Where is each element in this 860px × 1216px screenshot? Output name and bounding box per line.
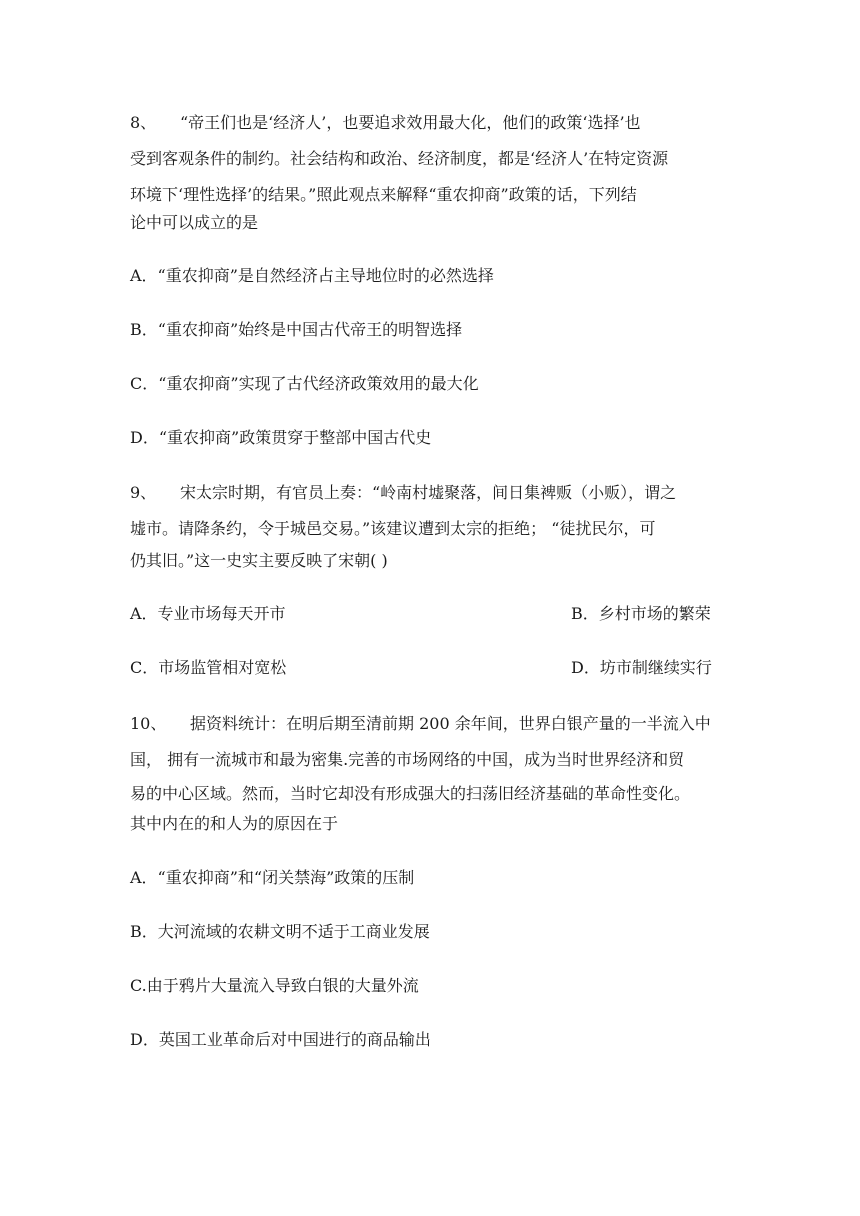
question-9-option-d[interactable]: D．坊市制继续实行 xyxy=(571,658,712,677)
question-10-option-a[interactable]: A．“重农抑商”和“闭关禁海”政策的压制 xyxy=(130,868,415,887)
question-10-stem-line-3: 易的中心区域。然而，当时它却没有形成强大的扫荡旧经济基础的革命性变化。 xyxy=(130,784,691,803)
question-9-option-c[interactable]: C．市场监管相对宽松 xyxy=(130,658,287,677)
question-8-stem-line-4: 论中可以成立的是 xyxy=(130,213,259,232)
question-8-stem-line-1 xyxy=(130,112,740,134)
question-10-stem-line-1 xyxy=(130,713,740,735)
question-10-option-b[interactable]: B．大河流域的农耕文明不适于工商业发展 xyxy=(130,922,430,941)
question-9-stem-line-2: 墟市。请降条约，令于城邑交易。”该建议遭到太宗的拒绝； “徒扰民尔，可 xyxy=(130,519,656,538)
question-8-option-c[interactable]: C．“重农抑商”实现了古代经济政策效用的最大化 xyxy=(130,374,479,393)
question-9-stem-text-1: 宋太宗时期，有官员上奏：“岭南村墟聚落，间日集裨贩（小贩），谓之 xyxy=(180,483,677,502)
question-10-option-d[interactable]: D．英国工业革命后对中国进行的商品输出 xyxy=(130,1030,431,1049)
question-8-option-b[interactable]: B．“重农抑商”始终是中国古代帝王的明智选择 xyxy=(130,320,463,339)
question-8-option-d[interactable]: D．“重农抑商”政策贯穿于整部中国古代史 xyxy=(130,428,432,447)
question-8-stem-line-3: 环境下‘理性选择’的结果。”照此观点来解释“重农抑商”政策的话，下列结 xyxy=(130,185,637,204)
question-8-option-a[interactable]: A．“重农抑商”是自然经济占主导地位时的必然选择 xyxy=(130,266,494,285)
question-8-stem-line-2: 受到客观条件的制约。社会结构和政治、经济制度，都是‘经济人’在特定资源 xyxy=(130,149,669,168)
question-9-option-a[interactable]: A．专业市场每天开市 xyxy=(130,604,286,623)
question-10-option-c[interactable]: C.由于鸦片大量流入导致白银的大量外流 xyxy=(130,976,419,995)
question-10-stem-line-2: 国， 拥有一流城市和最为密集.完善的市场网络的中国，成为当时世界经济和贸 xyxy=(130,750,685,769)
question-9-stem-line-1 xyxy=(130,482,740,504)
question-10-number: 10、 xyxy=(130,714,167,733)
question-9-stem-line-3: 仍其旧。”这一史实主要反映了宋朝( ) xyxy=(130,551,388,570)
question-10-stem-text-1: 据资料统计：在明后期至清前期 200 余年间，世界白银产量的一半流入中 xyxy=(190,714,711,733)
question-8-stem-text-1: “帝王们也是‘经济人’，也要追求效用最大化，他们的政策‘选择’也 xyxy=(180,113,641,132)
question-9-option-b[interactable]: B．乡村市场的繁荣 xyxy=(571,604,711,623)
question-9-number: 9、 xyxy=(130,483,157,502)
question-10-stem-line-4: 其中内在的和人为的原因在于 xyxy=(130,814,339,833)
question-8-number: 8、 xyxy=(130,113,157,132)
